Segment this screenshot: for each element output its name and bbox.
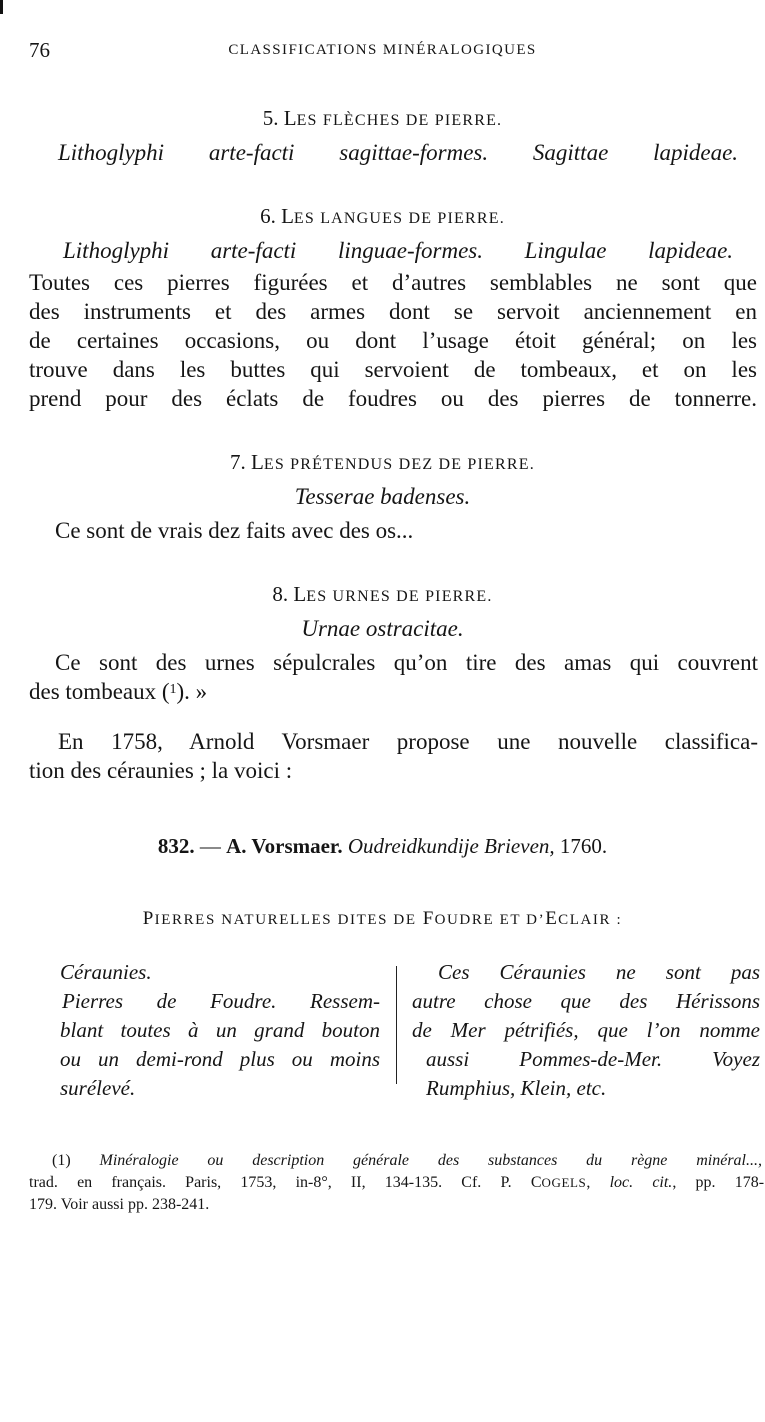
page-number: 76 xyxy=(29,38,50,62)
section-6-paragraph-line: des instruments et des armes dont se servoit anciennement en xyxy=(29,299,757,324)
left-column-line: blant toutes à un grand bouton xyxy=(60,1018,380,1042)
section-8-heading xyxy=(0,580,765,611)
reference-number: 832. xyxy=(157,834,195,858)
left-column-line: surélevé. xyxy=(60,1076,136,1100)
section-8-title-cap: L xyxy=(293,582,307,606)
section-5-title-cap: L xyxy=(283,106,297,130)
footnote-marker: (1) xyxy=(52,1152,71,1169)
reference-author: A. Vorsmaer. xyxy=(226,834,343,858)
section-7-text: Ce sont de vrais dez faits avec des os... xyxy=(55,518,414,543)
right-column-line: Rumphius, Klein, etc. xyxy=(426,1076,607,1100)
left-column-line: Pierres de Foudre. Ressem- xyxy=(62,989,380,1013)
left-column xyxy=(60,958,380,1103)
section-6-paragraph-line: trouve dans les buttes qui servoient de tombeaux, et on les xyxy=(29,357,757,382)
section-6-title: ES LANGUES DE PIERRE. xyxy=(293,210,505,227)
section-6-paragraph-line: prend pour des éclats de foudres ou des pierres de tonnerre. xyxy=(29,386,757,411)
intro-paragraph-line: tion des céraunies ; la voici : xyxy=(29,758,293,783)
footnote-line: trad. en français. Paris, 1753, in-8°, II, 134-135. Cf. P. COGELS, loc. cit., pp. 178- xyxy=(29,1174,765,1191)
right-column xyxy=(412,958,760,1103)
running-head: CLASSIFICATIONS MINÉRALOGIQUES xyxy=(228,42,537,58)
left-column-line: ou un demi-rond plus ou moins xyxy=(60,1047,380,1071)
intro-paragraph-line: En 1758, Arnold Vorsmaer propose une nouvelle classifica- xyxy=(58,729,758,754)
section-7-latin: Tesserae badenses. xyxy=(294,484,471,509)
section-5-latin: Lithoglyphi arte-facti sagittae-formes. Sagittae lapideae. xyxy=(58,140,739,165)
footnote-line xyxy=(52,1150,762,1172)
reference-line xyxy=(0,832,765,860)
section-6-title-cap: L xyxy=(281,204,294,228)
footnote-line: 179. Voir aussi pp. 238-241. xyxy=(29,1196,210,1213)
right-column-line: autre chose que des Hérissons xyxy=(412,989,760,1013)
reference-dash: — xyxy=(199,834,221,858)
section-8-number: 8. xyxy=(272,582,289,606)
section-8-latin: Urnae ostracitae. xyxy=(301,616,464,641)
section-7-title-cap: L xyxy=(251,450,264,474)
section-6-heading xyxy=(0,202,765,233)
right-column-line: de Mer pétrifiés, que l’on nomme xyxy=(412,1018,760,1042)
section-6-number: 6. xyxy=(260,204,276,228)
section-5-number: 5. xyxy=(262,106,279,130)
section-8-text-line: Ce sont des urnes sépulcrales qu’on tire des amas qui couvrent xyxy=(55,650,758,675)
classification-title: PIERRES NATURELLES DITES DE FOUDRE ET D’ECLAIR : xyxy=(142,908,623,929)
right-column-line: Ces Céraunies ne sont pas xyxy=(438,960,760,984)
page-edge-mark xyxy=(0,0,3,14)
reference-year: 1760. xyxy=(559,834,608,858)
section-5-heading xyxy=(0,104,765,135)
footnote-title: Minéralogie ou description générale des substances du règne minéral..., xyxy=(99,1152,763,1169)
column-divider xyxy=(396,966,397,1084)
section-5-title: ES FLÈCHES DE PIERRE. xyxy=(296,112,503,129)
section-8-text-line: des tombeaux ($^1$). » xyxy=(29,679,208,704)
section-7-heading xyxy=(0,448,765,479)
section-7-title: ES PRÉTENDUS DEZ DE PIERRE. xyxy=(263,456,535,473)
left-column-line: Céraunies. xyxy=(60,960,152,984)
right-column-line: aussi Pommes-de-Mer. Voyez xyxy=(426,1047,760,1071)
section-6-paragraph-line: Toutes ces pierres figurées et d’autres semblables ne sont que xyxy=(29,270,757,295)
section-6-latin: Lithoglyphi arte-facti linguae-formes. Lingulae lapideae. xyxy=(63,238,734,263)
section-6-paragraph-line: de certaines occasions, ou dont l’usage étoit général; on les xyxy=(29,328,757,353)
section-8-title: ES URNES DE PIERRE. xyxy=(306,588,493,605)
reference-title: Oudreidkundije Brieven, xyxy=(347,834,555,858)
footnote-ref: 1 xyxy=(169,682,177,697)
section-7-number: 7. xyxy=(230,450,246,474)
